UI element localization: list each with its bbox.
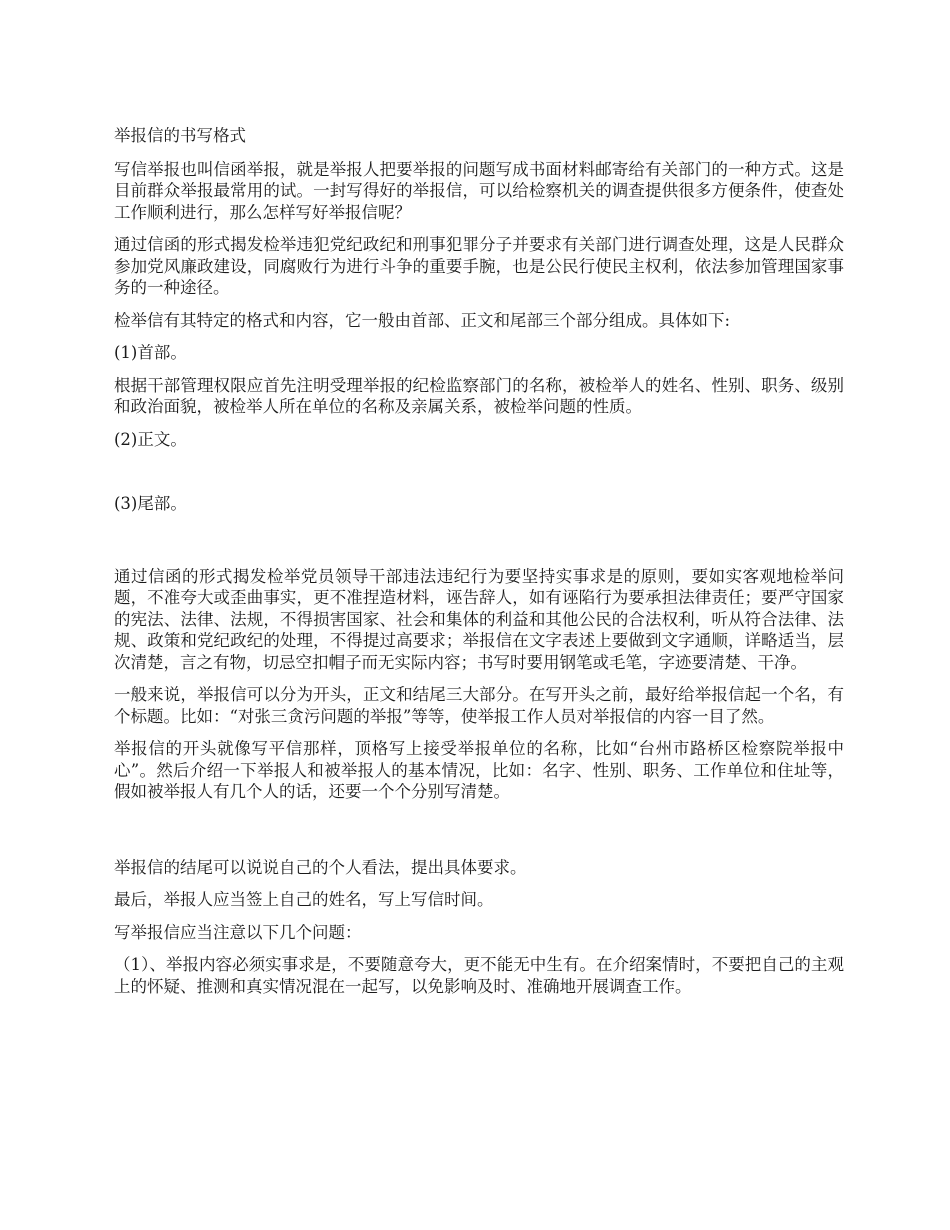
paragraph-header-content: 根据干部管理权限应首先注明受理举报的纪检监察部门的名称，被检举人的姓名、性别、职务、级别和政治面貌，被检举人所在单位的名称及亲属关系，被检举问题的性质。 <box>114 375 844 416</box>
section-heading-header: (1)首部。 <box>114 343 187 362</box>
paragraph-signature: 最后，举报人应当签上自己的姓名，写上写信时间。 <box>114 890 494 909</box>
document-body <box>114 125 844 1008</box>
paragraph-notes-heading: 写举报信应当注意以下几个问题： <box>114 922 362 942</box>
blank-space <box>114 526 844 566</box>
paragraph-intro: 写信举报也叫信函举报，就是举报人把要举报的问题写成书面材料邮寄给有关部门的一种方式。这是目前群众举报最常用的试。一封写得好的举报信，可以给检察机关的调查提供很多方便条件，使查处工作顺利进行，那么怎样写好举报信呢？ <box>114 159 844 222</box>
paragraph-structure: 检举信有其特定的格式和内容，它一般由首部、正文和尾部三个部分组成。具体如下: <box>114 310 731 330</box>
section-heading-footer: (3)尾部。 <box>114 494 187 513</box>
paragraph-opening: 举报信的开头就像写平信那样，顶格写上接受举报单位的名称，比如“台州市路桥区检察院举报中心”。然后介绍一下举报人和被举报人的基本情况，比如：名字、性别、职务、工作单位和住址等，假如被举报人有几个人的话，还要一个个分别写清楚。 <box>114 739 844 801</box>
paragraph-note-1: （1）、举报内容必须实事求是，不要随意夸大，更不能无中生有。在介绍案情时，不要把自己的主观上的怀疑、推测和真实情况混在一起写，以免影响及时、准确地开展调查工作。 <box>114 955 844 996</box>
blank-space <box>114 461 844 493</box>
paragraph-principles: 通过信函的形式揭发检举党员领导干部违法违纪行为要坚持实事求是的原则，要如实客观地检举问题，不准夸大或歪曲事实，更不准捏造材料，诬告辞人，如有诬陷行为要承担法律责任；要严守国家的宪法、法律、法规，不得损害国家、社会和集体的利益和其他公民的合法权利，听从符合法律、法规、政策和党纪政纪的处理，不得提过高要求；举报信在文字表述上要做到文字通顺，详略适当，层次清楚，言之有物，切忌空扣帽子而无实际内容；书写时要用钢笔或毛笔，字迹要清楚、干净。 <box>114 566 844 672</box>
paragraph-ending: 举报信的结尾可以说说自己的个人看法，提出具体要求。 <box>114 857 527 877</box>
blank-space <box>114 814 844 857</box>
paragraph-sections: 一般来说，举报信可以分为开头，正文和结尾三大部分。在写开头之前，最好给举报信起一个名，有个标题。比如：“对张三贪污问题的举报”等等，使举报工作人员对举报信的内容一目了然。 <box>114 685 844 726</box>
document-title: 举报信的书写格式 <box>114 126 246 145</box>
section-heading-body: (2)正文。 <box>114 429 187 449</box>
paragraph-purpose: 通过信函的形式揭发检举违犯党纪政纪和刑事犯罪分子并要求有关部门进行调查处理，这是人民群众参加党风廉政建设，同腐败行为进行斗争的重要手腕，也是公民行使民主权利，依法参加管理国家事务的一种途径。 <box>114 235 844 297</box>
